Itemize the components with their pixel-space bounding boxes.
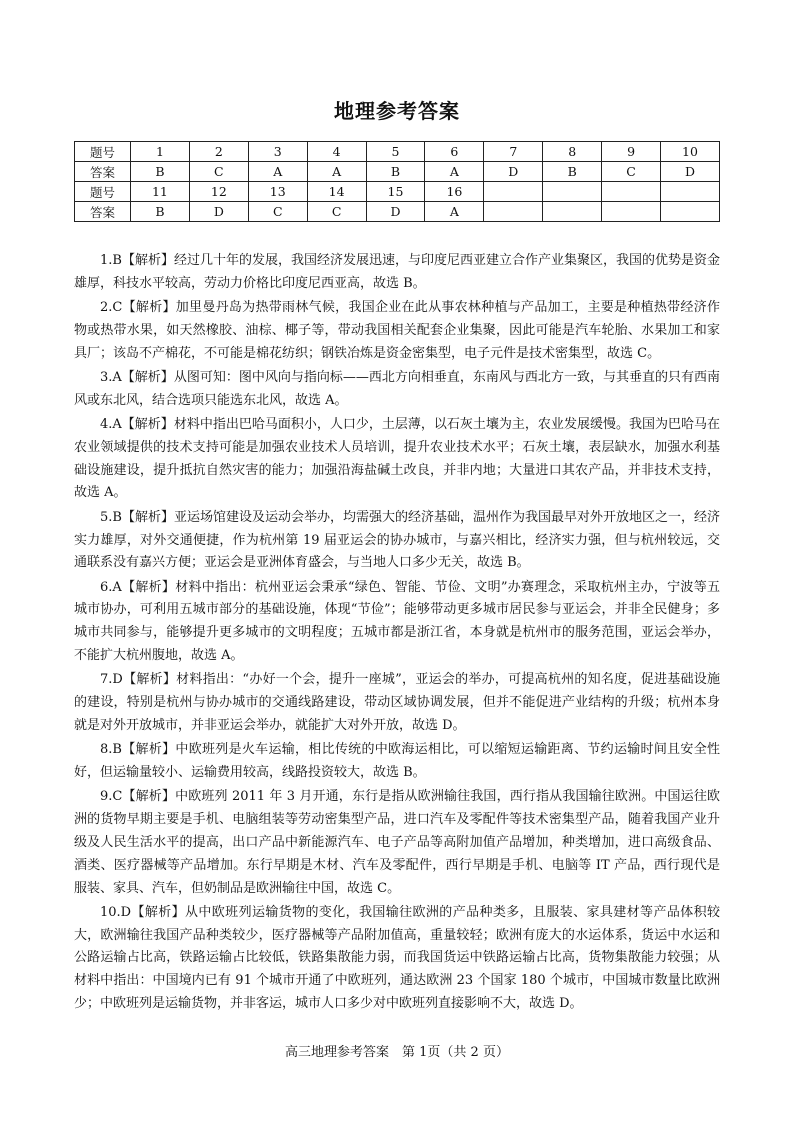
- explanation-item: [74, 297, 720, 365]
- answer-cell: C: [602, 162, 661, 182]
- question-number: 7: [484, 142, 543, 162]
- row-label: 题号: [75, 182, 131, 202]
- answer-cell: [661, 202, 720, 222]
- explanation-item: [74, 367, 720, 413]
- item-head: 7.D: [100, 672, 123, 688]
- item-tag: 【解析】: [122, 300, 176, 316]
- question-number: [661, 182, 720, 202]
- item-head: 10.D: [100, 904, 132, 920]
- answer-cell: A: [425, 202, 484, 222]
- answer-cell: A: [248, 162, 307, 182]
- item-text: 材料指出：“办好一个会，提升一座城”，亚运会的举办，可提高杭州的知名度，促进基础设施的建设，特别是杭州与协办城市的交通线路建设，带动区域协调发展，但并不能促进产业结构的升级；杭州本身就是对外开放城市，并非亚运会举办，就能扩大对外开放，故选 D。: [74, 672, 720, 733]
- table-row: [75, 142, 720, 162]
- item-text: 从图可知：图中风向与指向标——西北方向相垂直，东南风与西北方一致，与其垂直的只有西南风或东北风，结合选项只能选东北风，故选 A。: [74, 369, 720, 408]
- answer-cell: B: [131, 202, 190, 222]
- item-text: 材料中指出：杭州亚运会秉承“绿色、智能、节俭、文明”办赛理念，采取杭州主办，宁波等五城市协办，可利用五城市部分的基础设施，体现“节俭”；能够带动更多城市居民参与亚运会，并非全民健身；多城市共同参与，能够提升更多城市的文明程度；五城市都是浙江省，本身就是杭州市的服务范围，亚运会举办，不能扩大杭州腹地，故选 A。: [74, 579, 720, 664]
- question-number: [602, 182, 661, 202]
- item-text: 从中欧班列运输货物的变化，我国输往欧洲的产品种类多，且服装、家具建材等产品体积较大，欧洲输往我国产品种类较少，医疗器械等产品附加值高，重量较轻；欧洲有庞大的水运体系，货运中水运和公路运输占比高，铁路运输占比较低，铁路集散能力弱，而我国货运中铁路运输占比高，货物集散能力较强；从材料中指出：中国境内已有 91 个城市开通了中欧班列，通达欧洲 23 个国家 180 个城市，中国城市数量比欧洲少；中欧班列是运输货物，并非客运，城市人口多少对中欧班列直接影响不大，故选 D。: [74, 904, 720, 1011]
- item-text: 经过几十年的发展，我国经济发展迅速，与印度尼西亚建立合作产业集聚区，我国的优势是资金雄厚，科技水平较高，劳动力价格比印度尼西亚高，故选 B。: [74, 253, 720, 291]
- item-text: 加里曼丹岛为热带雨林气候，我国企业在此从事农林种植与产品加工，主要是种植热带经济作物或热带水果，如天然橡胶、油棕、椰子等，带动我国相关配套企业集聚，因此可能是汽车轮胎、水果加工和家具厂；该岛不产棉花，不可能是棉花纺织；钢铁冶炼是资金密集型，电子元件是技术密集型，故选 C。: [74, 300, 720, 361]
- item-tag: 【解析】: [121, 579, 176, 595]
- question-number: 4: [307, 142, 366, 162]
- item-text: 中欧班列 2011 年 3 月开通，东行是指从欧洲输往我国，西行指从我国输往欧洲。中国运往欧洲的货物早期主要是手机、电脑组装等劳动密集型产品，进口汽车及零配件等技术密集型产品，随着我国产业升级及人民生活水平的提高，出口产品中新能源汽车、电子产品等高附加值产品增加，种类增加，进口高级食品、酒类、医疗器械等产品增加。东行早期是木材、汽车及零配件，西行早期是手机、电脑等 IT 产品，西行现代是服装、家具、汽车，但奶制品是欧洲输往中国，故选 C。: [74, 789, 720, 896]
- question-number: 10: [661, 142, 720, 162]
- item-head: 1.B: [100, 253, 122, 268]
- question-number: [484, 182, 543, 202]
- item-head: 8.B: [100, 742, 122, 758]
- row-label: 题号: [75, 142, 131, 162]
- question-number: 5: [366, 142, 425, 162]
- answer-cell: D: [189, 202, 248, 222]
- question-number: 13: [248, 182, 307, 202]
- answer-cell: A: [307, 162, 366, 182]
- explanation-item: [74, 577, 720, 668]
- item-head: 9.C: [100, 789, 123, 805]
- question-number: 14: [307, 182, 366, 202]
- answer-cell: C: [189, 162, 248, 182]
- answer-cell: C: [248, 202, 307, 222]
- row-label: 答案: [75, 202, 131, 222]
- item-tag: 【解析】: [122, 672, 177, 688]
- question-number: 2: [189, 142, 248, 162]
- answer-cell: D: [661, 162, 720, 182]
- table-row: [75, 202, 720, 222]
- item-tag: 【解析】: [121, 369, 174, 385]
- explanations: [74, 250, 720, 1017]
- explanation-item: [74, 902, 720, 1016]
- row-label: 答案: [75, 162, 131, 182]
- answer-cell: D: [484, 162, 543, 182]
- item-tag: 【解析】: [122, 789, 176, 805]
- question-number: 1: [131, 142, 190, 162]
- explanation-item: [74, 669, 720, 737]
- question-number: 12: [189, 182, 248, 202]
- question-number: 3: [248, 142, 307, 162]
- table-row: [75, 162, 720, 182]
- table-row: [75, 182, 720, 202]
- question-number: 6: [425, 142, 484, 162]
- answer-cell: B: [131, 162, 190, 182]
- explanation-item: [74, 250, 720, 296]
- question-number: 16: [425, 182, 484, 202]
- answer-cell: B: [543, 162, 602, 182]
- question-number: 15: [366, 182, 425, 202]
- item-head: 3.A: [100, 369, 122, 385]
- answer-cell: C: [307, 202, 366, 222]
- answer-cell: [484, 202, 543, 222]
- item-tag: 【解析】: [121, 742, 176, 758]
- item-text: 中欧班列是火车运输，相比传统的中欧海运相比，可以缩短运输距离、节约运输时间且安全性好，但运输量较小、运输费用较高，线路投资较大，故选 B。: [74, 742, 720, 781]
- answer-cell: D: [366, 202, 425, 222]
- item-head: 6.A: [100, 579, 122, 595]
- explanation-item: [74, 739, 720, 785]
- item-tag: 【解析】: [121, 509, 174, 525]
- answer-cell: A: [425, 162, 484, 182]
- item-text: 材料中指出巴哈马面积小，人口少，土层薄，以石灰土壤为主，农业发展缓慢。我国为巴哈马在农业领域提供的技术支持可能是加强农业技术人员培训，提升农业技术水平；石灰土壤，表层缺水，加强水利基础设施建设，提升抵抗自然灾害的能力；加强沿海盐碱土改良，并非内地；大量进口其农产品，并非技术支持，故选 A。: [74, 417, 720, 501]
- item-tag: 【解析】: [121, 253, 174, 268]
- explanation-item: [74, 414, 720, 505]
- item-tag: 【解析】: [131, 904, 186, 920]
- item-tag: 【解析】: [121, 417, 174, 433]
- answer-cell: [543, 202, 602, 222]
- page-title: 地理参考答案: [334, 99, 460, 123]
- answer-cell: B: [366, 162, 425, 182]
- item-text: 亚运场馆建设及运动会举办，均需强大的经济基础，温州作为我国最早对外开放地区之一，经济实力雄厚，对外交通便捷，作为杭州第 19 届亚运会的协办城市，与嘉兴相比，经济实力强，但与杭州较远，交通联系没有嘉兴方便；亚运会是亚洲体育盛会，与当地人口多少无关，故选 B。: [74, 509, 720, 571]
- answer-table: [74, 141, 720, 222]
- item-head: 5.B: [100, 509, 122, 525]
- page-footer: 高三地理参考答案 第 1页（共 2 页）: [285, 1045, 509, 1060]
- question-number: [543, 182, 602, 202]
- answer-cell: [602, 202, 661, 222]
- explanation-item: [74, 507, 720, 575]
- question-number: 9: [602, 142, 661, 162]
- question-number: 8: [543, 142, 602, 162]
- item-head: 2.C: [100, 300, 123, 316]
- explanation-item: [74, 786, 720, 900]
- question-number: 11: [131, 182, 190, 202]
- item-head: 4.A: [100, 417, 122, 433]
